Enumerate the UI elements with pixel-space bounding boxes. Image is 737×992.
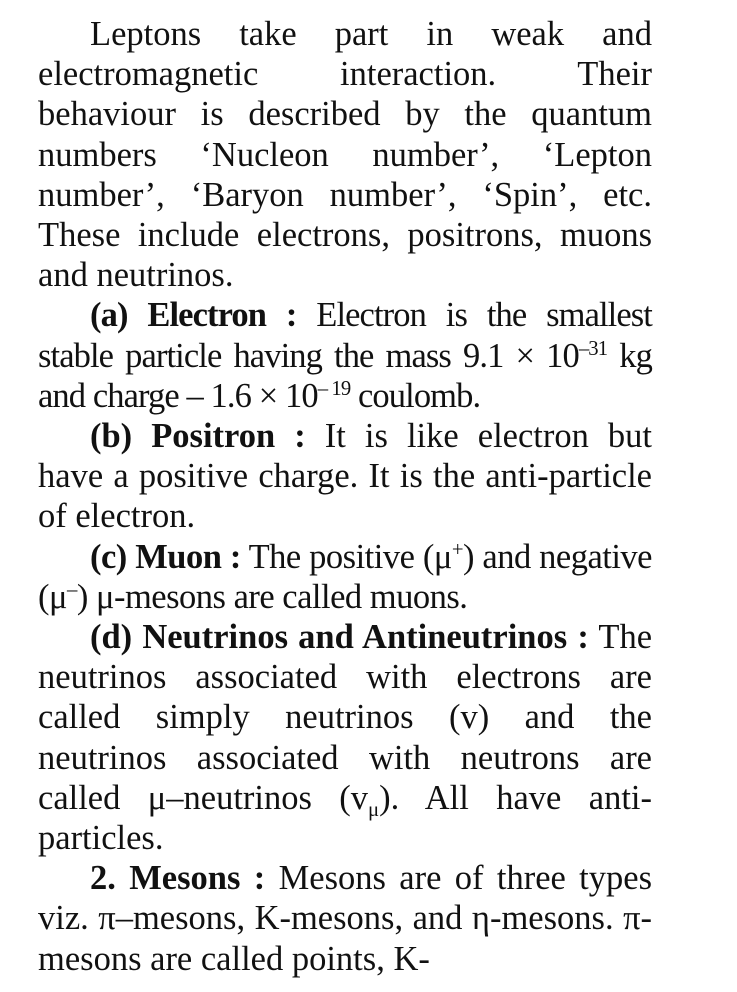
neutrinos-heading: (d) Neutrinos and Antineutrinos : — [90, 618, 589, 657]
electron-text-3: coulomb. — [350, 376, 481, 415]
muon-paragraph — [38, 537, 652, 617]
electron-text-2: kg and charge – 1.6 × 10 — [38, 336, 652, 415]
neutrinos-text-1: The neutrinos associated with electrons are called simply neutrinos (v) and the neutrinos associated with neutrons are called μ–neutrinos (v — [38, 618, 653, 817]
positron-text: It is like electron but have a positive charge. It is the anti-particle of electron. — [38, 417, 652, 536]
muon-minus-sign: – — [67, 579, 77, 602]
muon-heading: (c) Muon : — [90, 537, 241, 576]
neutrinos-paragraph — [38, 617, 652, 858]
electron-text-1: Electron is the smallest stable particle having the mass 9.1 × 10 — [38, 296, 652, 375]
positron-paragraph — [38, 416, 652, 537]
muon-text-1: The positive (μ — [240, 537, 452, 576]
electron-paragraph — [38, 295, 652, 416]
neutrino-mu-subscript: μ — [368, 799, 380, 822]
muon-plus-sign: + — [451, 539, 463, 562]
neutrinos-text-2: ). All have anti-particles. — [38, 778, 652, 858]
electron-charge-exponent: – 19 — [317, 378, 351, 401]
positron-heading: (b) Positron : — [90, 417, 306, 456]
intro-paragraph: Leptons take part in weak and electromagnetic interaction. Their behaviour is described by the quantum numbers ‘Nucleon number’, ‘Lepton number’, ‘Baryon number’, ‘Spin’, etc. These include electrons, positrons, muons and neutrinos. — [38, 15, 652, 295]
electron-heading: (a) Electron : — [90, 296, 297, 335]
muon-text-2: ) and negative (μ — [38, 537, 652, 616]
mesons-heading: 2. Mesons : — [90, 859, 266, 898]
mesons-paragraph — [38, 858, 652, 979]
mesons-text: Mesons are of three types viz. π–mesons, K-mesons, and η-mesons. π-mesons are called points, K- — [38, 859, 653, 978]
document-page — [38, 14, 652, 979]
electron-mass-exponent: –31 — [578, 338, 608, 361]
muon-text-3: ) μ-mesons are called muons. — [76, 577, 468, 616]
